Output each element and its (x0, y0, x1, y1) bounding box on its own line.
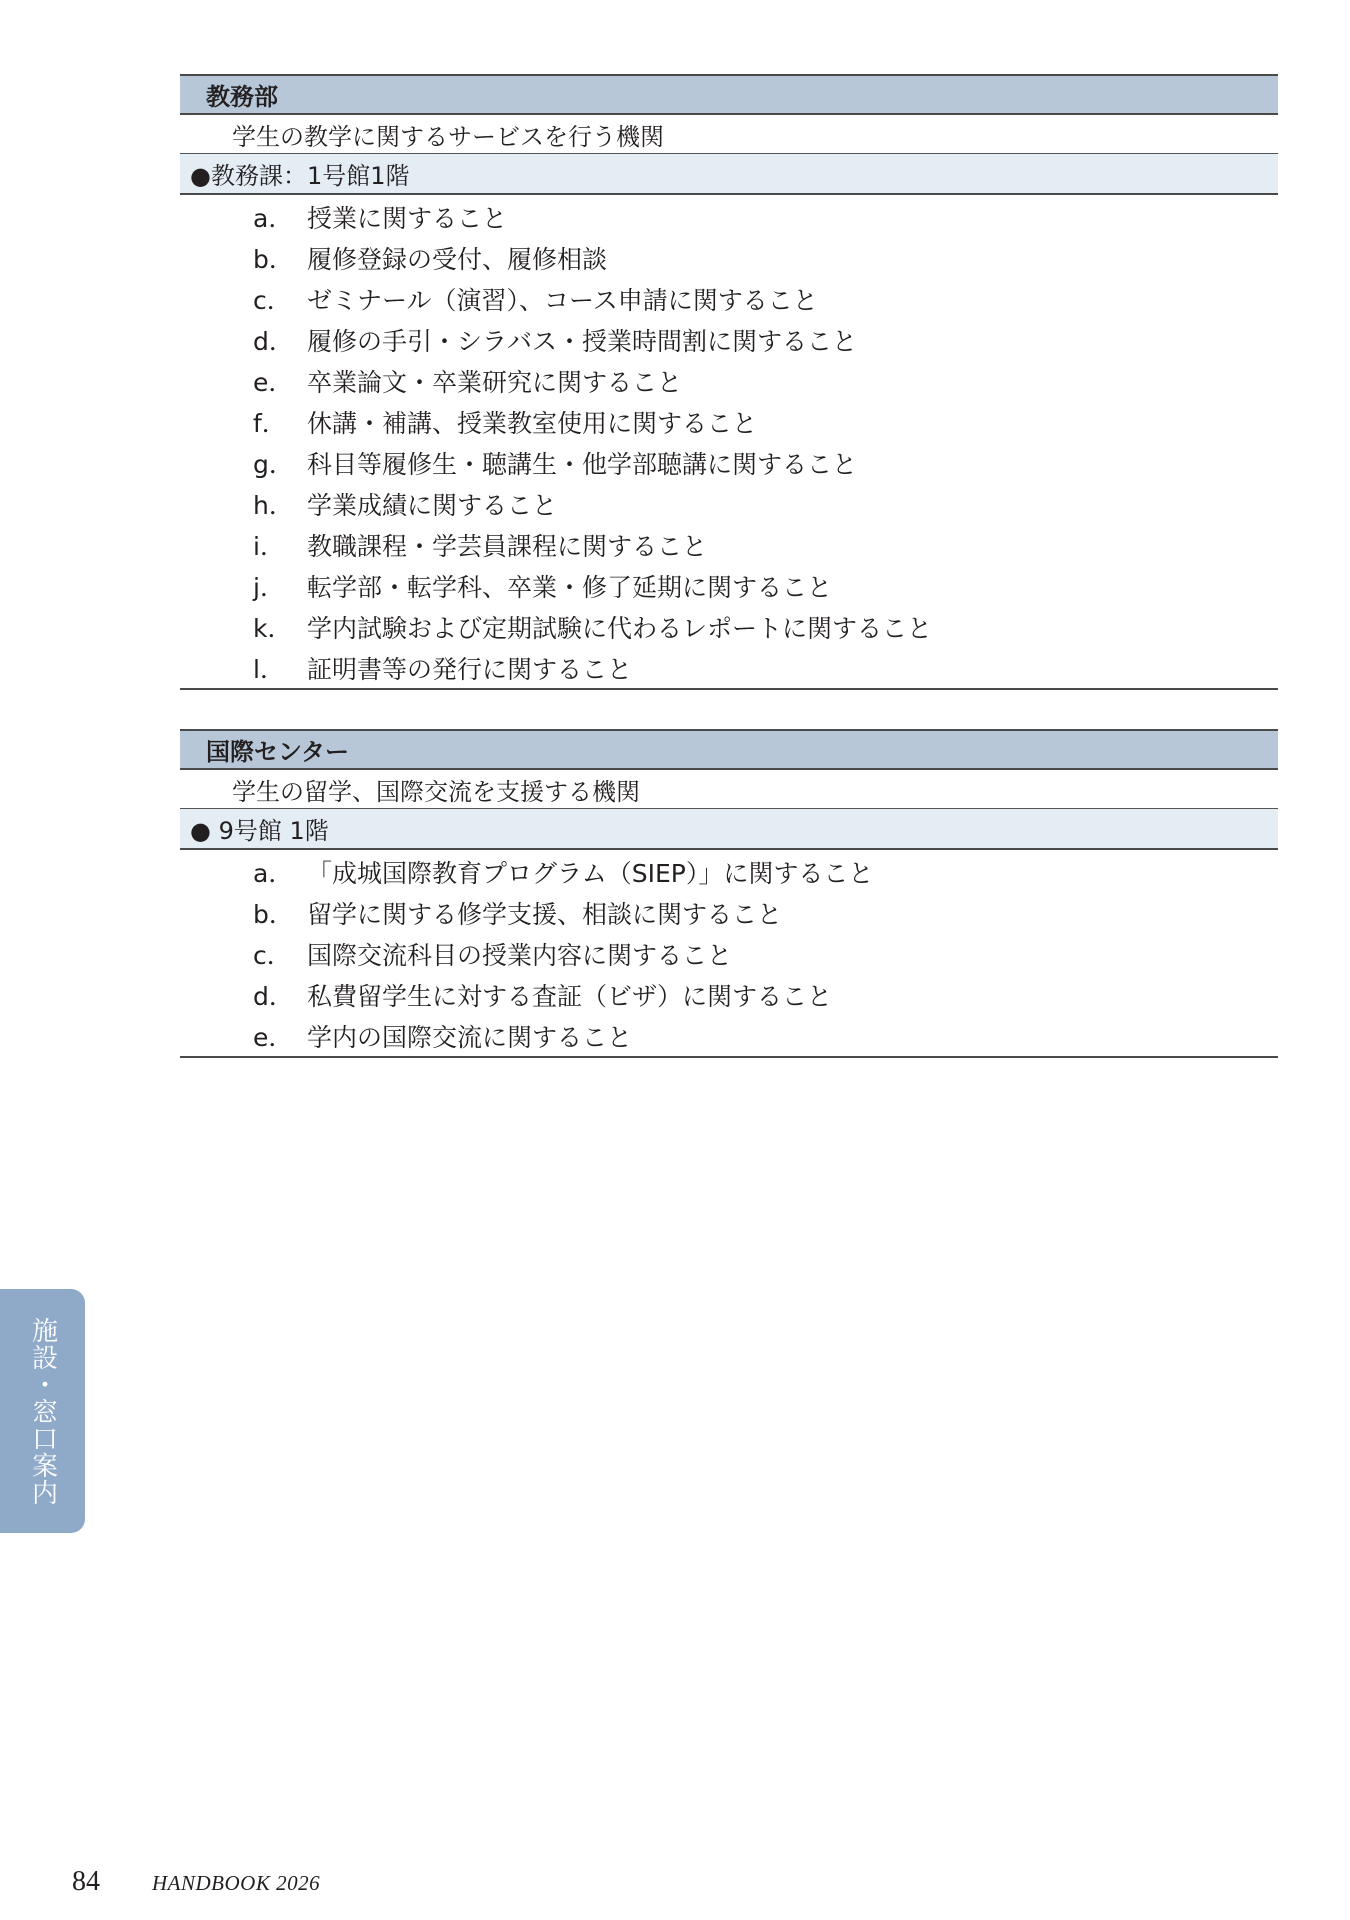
item-text: 科目等履修生・聴講生・他学部聴講に関すること (307, 449, 858, 479)
item-text: 履修登録の受付、履修相談 (307, 244, 608, 274)
list-item (180, 524, 1278, 565)
handbook-title: HANDBOOK 2026 (152, 1871, 321, 1895)
item-marker: e． (253, 1022, 294, 1052)
list-item (180, 933, 1278, 974)
item-marker: c． (253, 940, 292, 970)
item-text: 教職課程・学芸員課程に関すること (307, 531, 708, 561)
item-text: 学内の国際交流に関すること (307, 1022, 633, 1052)
page-number: 84 (72, 1866, 100, 1897)
item-marker: h． (253, 490, 294, 520)
list-item (180, 974, 1278, 1015)
section-academic-affairs (180, 74, 1278, 690)
item-text: 履修の手引・シラバス・授業時間割に関すること (307, 326, 858, 356)
list-item (180, 360, 1278, 401)
item-text: ゼミナール（演習）、コース申請に関すること (307, 285, 818, 315)
section-description: 学生の留学、国際交流を支援する機関 (180, 770, 1278, 809)
item-text: 学業成績に関すること (307, 490, 558, 520)
item-text: 学内試験および定期試験に代わるレポートに関すること (307, 613, 933, 643)
list-item (180, 237, 1278, 278)
item-text: 留学に関する修学支援、相談に関すること (307, 899, 783, 929)
item-text: 私費留学生に対する査証（ビザ）に関すること (307, 981, 833, 1011)
list-item (180, 647, 1278, 688)
duty-list (180, 850, 1278, 1058)
item-marker: g． (253, 449, 294, 479)
item-marker: d． (253, 326, 294, 356)
office-location: ● 9号館 1階 (180, 809, 1278, 850)
page-footer (72, 1866, 320, 1898)
side-tab-label: 施設・窓口案内 (27, 1316, 58, 1506)
item-marker: c． (253, 285, 292, 315)
side-index-tab (0, 1289, 85, 1533)
list-item (180, 319, 1278, 360)
list-item (180, 851, 1278, 892)
item-text: 授業に関すること (307, 203, 508, 233)
item-marker: b． (253, 899, 294, 929)
section-title: 教務部 (180, 74, 1278, 115)
item-marker: d． (253, 981, 294, 1011)
list-item (180, 278, 1278, 319)
item-text: 休講・補講、授業教室使用に関すること (307, 408, 758, 438)
item-text: 「成城国際教育プログラム（SIEP）」に関すること (307, 858, 874, 888)
item-marker: a． (253, 203, 294, 233)
item-marker: f． (253, 408, 287, 438)
item-marker: k． (253, 613, 293, 643)
office-location: ●教務課：1号館1階 (180, 154, 1278, 195)
list-item (180, 606, 1278, 647)
list-item (180, 565, 1278, 606)
list-item (180, 892, 1278, 933)
item-marker: b． (253, 244, 294, 274)
item-marker: e． (253, 367, 294, 397)
item-text: 国際交流科目の授業内容に関すること (307, 940, 733, 970)
item-marker: i． (253, 531, 285, 561)
section-international-center (180, 729, 1278, 1058)
section-description: 学生の教学に関するサービスを行う機関 (180, 115, 1278, 154)
duty-list (180, 195, 1278, 690)
list-item (180, 196, 1278, 237)
item-text: 証明書等の発行に関すること (307, 654, 633, 684)
item-text: 転学部・転学科、卒業・修了延期に関すること (307, 572, 833, 602)
item-text: 卒業論文・卒業研究に関すること (307, 367, 683, 397)
section-title: 国際センター (180, 729, 1278, 770)
list-item (180, 442, 1278, 483)
item-marker: l． (253, 654, 285, 684)
item-marker: j． (253, 572, 285, 602)
list-item (180, 483, 1278, 524)
list-item (180, 1015, 1278, 1056)
list-item (180, 401, 1278, 442)
item-marker: a． (253, 858, 294, 888)
